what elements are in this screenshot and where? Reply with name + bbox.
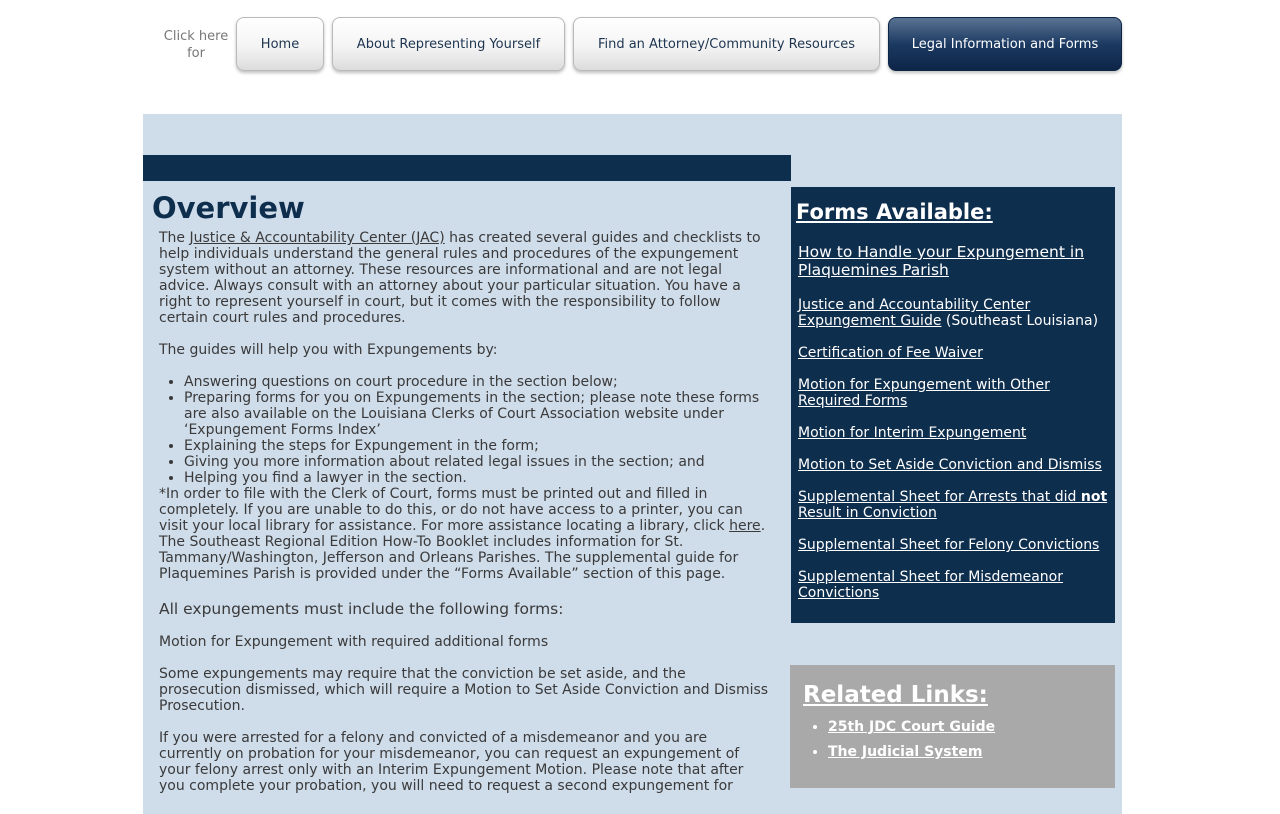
list-item: • Preparing forms for you on Expungements in the section; please note these forms are also available on the Louisiana Clerks of Court Association website under ‘Expungement Forms Index’ [184,390,769,438]
nav-home-button[interactable]: Home [236,17,324,71]
list-item: • Helping you find a lawyer in the section. [184,470,769,486]
motion-required-text: Motion for Expungement with required additional forms [159,634,549,650]
form-link-interim-expungement[interactable]: Motion for Interim Expungement [798,425,1027,441]
guides-list [159,374,769,486]
clerk-note: *In order to file with the Clerk of Court, forms must be printed out and filled in completely. If you are unable to do this, or do not have access to a printer, you can visit your local library for assistance. For more assistance locating a library, click here. [159,486,766,534]
header-strip [143,155,791,181]
form-link-plaquemines-guide[interactable]: How to Handle your Expungement in Plaquemines Parish [798,243,1085,279]
jac-link[interactable]: Justice & Accountability Center (JAC) [189,230,445,246]
nav-find-attorney-button[interactable]: Find an Attorney/Community Resources [573,17,880,71]
list-item: • Explaining the steps for Expungement in the form; [184,438,769,454]
form-link-felony-convictions[interactable]: Supplemental Sheet for Felony Convictions [798,537,1100,553]
must-include-heading: All expungements must include the following forms: [159,600,564,618]
list-item [828,740,1102,765]
list-item: • Answering questions on court procedure in the section below; [184,374,769,390]
form-link-misdemeanor-convictions[interactable]: Supplemental Sheet for Misdemeanor Convictions [798,569,1063,601]
form-link-jac-expungement-guide[interactable]: Justice and Accountability Center Expungement Guide [798,297,1031,329]
related-links-box [790,665,1115,788]
form-link-arrests-no-conviction[interactable]: Supplemental Sheet for Arrests that did not Result in Conviction [798,489,1108,521]
forms-available-box: Forms Available: How to Handle your Expungement in Plaquemines Parish Justice and Accountability Center Expungement Guide (Southeast Louisiana) Certification of Fee Waiver Motion for Expungement with Other Required Forms Motion for Interim Expungement Motion to Set Aside Conviction and Dismiss Supplemental Sheet for Arrests that did not Result in Conviction Supplemental Sheet for Felony Convictions Supplemental Sheet for Misdemeanor Convictions [791,187,1115,623]
main-content [159,230,769,794]
form-link-set-aside[interactable]: Motion to Set Aside Conviction and Dismiss [798,457,1102,473]
guides-intro: The guides will help you with Expungements by: [159,342,498,358]
nav-about-representing-yourself-button[interactable]: About Representing Yourself [332,17,565,71]
click-here-label: Click here for [163,29,229,61]
library-here-link[interactable]: here [729,518,761,534]
related-links-title: Related Links: [803,682,988,708]
list-item: • Giving you more information about related legal issues in the section; and [184,454,769,470]
form-link-motion-expungement[interactable]: Motion for Expungement with Other Required Forms [798,377,1050,409]
set-aside-paragraph: Some expungements may require that the conviction be set aside, and the prosecution dismissed, which will require a Motion to Set Aside Conviction and Dismiss Prosecution. [159,666,769,714]
forms-available-title: Forms Available: [796,200,993,224]
booklet-paragraph: The Southeast Regional Edition How-To Booklet includes information for St. Tammany/Washington, Jefferson and Orleans Parishes. The supplemental guide for Plaquemines Parish is provided under the “Forms Available” section of this page. [159,534,739,582]
nav-legal-information-forms-button[interactable]: Legal Information and Forms [888,17,1122,71]
felony-paragraph: If you were arrested for a felony and convicted of a misdemeanor and you are currently on probation for your misdemeanor, you can request an expungement of your felony arrest only with an Interim Expungement Motion. Please note that after you complete your probation, you will need to request a second expungement for [159,730,744,794]
page-title: Overview [152,191,305,225]
related-link-25th-jdc[interactable]: 25th JDC Court Guide [828,719,996,735]
intro-paragraph: The Justice & Accountability Center (JAC) has created several guides and checklists to help individuals understand the general rules and procedures of the expungement system without an attorney. These resources are informational and are not legal advice. Always consult with an attorney about your particular situation. You have a right to represent yourself in court, but it comes with the responsibility to follow certain court rules and procedures. [159,230,761,326]
form-link-fee-waiver[interactable]: Certification of Fee Waiver [798,345,983,361]
related-link-judicial-system[interactable]: The Judicial System [828,744,983,760]
list-item [828,715,1102,740]
